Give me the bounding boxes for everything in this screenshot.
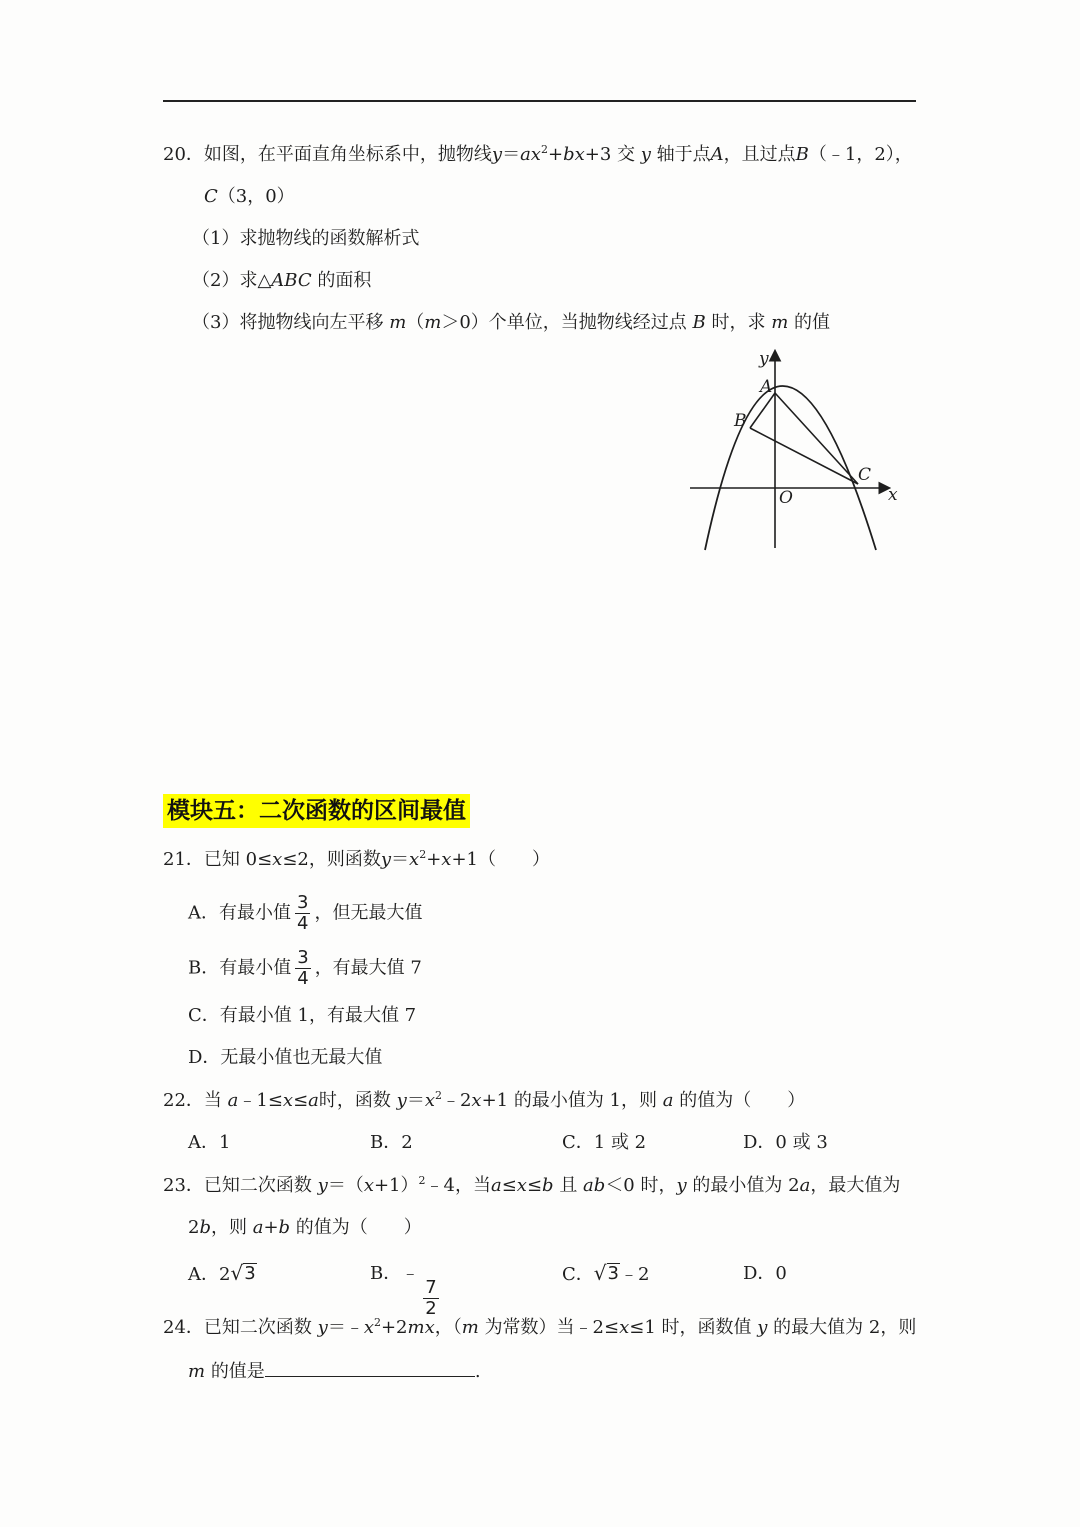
segment-ac [775,393,858,484]
q21-option-c: C．有最小值 1，有最大值 7 [188,1005,417,1026]
label-b: B [734,411,747,431]
q21-option-a: A．有最小值 $\frac{3}{4}$ ，但无最大值 [188,892,423,934]
fraction: $\frac{3}{4}$ [297,947,309,989]
q23-option-d: D．0 [743,1263,787,1284]
sqrt: √ 3 [593,1261,619,1285]
label-x: x [888,485,898,505]
q23-option-b: B．﹣ $\frac{7}{2}$ [370,1263,437,1319]
label-o: O [779,488,793,508]
label-a: A [760,377,773,397]
q22-option-b: B．2 [370,1132,413,1153]
q22-option-a: A．1 [188,1132,231,1153]
q23-stem-line2: 2b，则 a+b 的值为（ ） [188,1217,422,1238]
q23-option-a: A．2 √ 3 [188,1261,256,1285]
q20-stem-line2: C（3，0） [204,186,295,207]
answer-blank[interactable] [265,1358,475,1377]
q20-part2: （2）求△ABC 的面积 [192,270,372,291]
segment-ab [750,393,775,428]
sqrt: √ 3 [230,1261,256,1285]
q22-option-d: D．0 或 3 [743,1132,828,1153]
fraction: $\frac{3}{4}$ [297,892,309,934]
label-y: y [759,349,769,369]
q24-stem-line2: m 的值是 . [188,1358,481,1384]
q23-stem-line1: 23．已知二次函数 $y=(x+1)^2﹣4$，当a≤x≤b 且 ab＜0 时，y 的最小值为 2a，最大值为 [163,1174,901,1196]
section-title: 模块五：二次函数的区间最值 [163,794,470,828]
q22-option-c: C．1 或 2 [562,1132,647,1153]
q24-stem-line1: 24．已知二次函数 $y=﹣x^2+2mx$，（m 为常数）当﹣2≤x≤1 时，函数值 y 的最大值为 2，则 [163,1316,917,1338]
q21-stem: 21．已知 0≤x≤2，则函数$y=x^2+x+1$（ ） [163,848,550,870]
q21-option-d: D．无最小值也无最大值 [188,1047,383,1068]
q20-part1: （1）求抛物线的函数解析式 [192,228,420,249]
q23-option-c: C． √ 3 ﹣2 [562,1261,650,1285]
q20-part3: （3）将抛物线向左平移 m（m＞0）个单位，当抛物线经过点 B 时，求 m 的值 [192,312,831,333]
q22-stem: 22．当 a﹣1≤x≤a时，函数 $y=x^2﹣2x+1$ 的最小值为 1，则 a 的值为（ ） [163,1089,806,1111]
label-c: C [858,465,872,485]
q20-stem-line1: 20．如图，在平面直角坐标系中，抛物线$y=ax^2+bx+3$ 交 y 轴于点A，且过点B（﹣1，2）， [163,143,913,165]
fraction: $\frac{7}{2}$ [425,1277,437,1319]
q21-option-b: B．有最小值 $\frac{3}{4}$ ，有最大值 7 [188,947,422,989]
